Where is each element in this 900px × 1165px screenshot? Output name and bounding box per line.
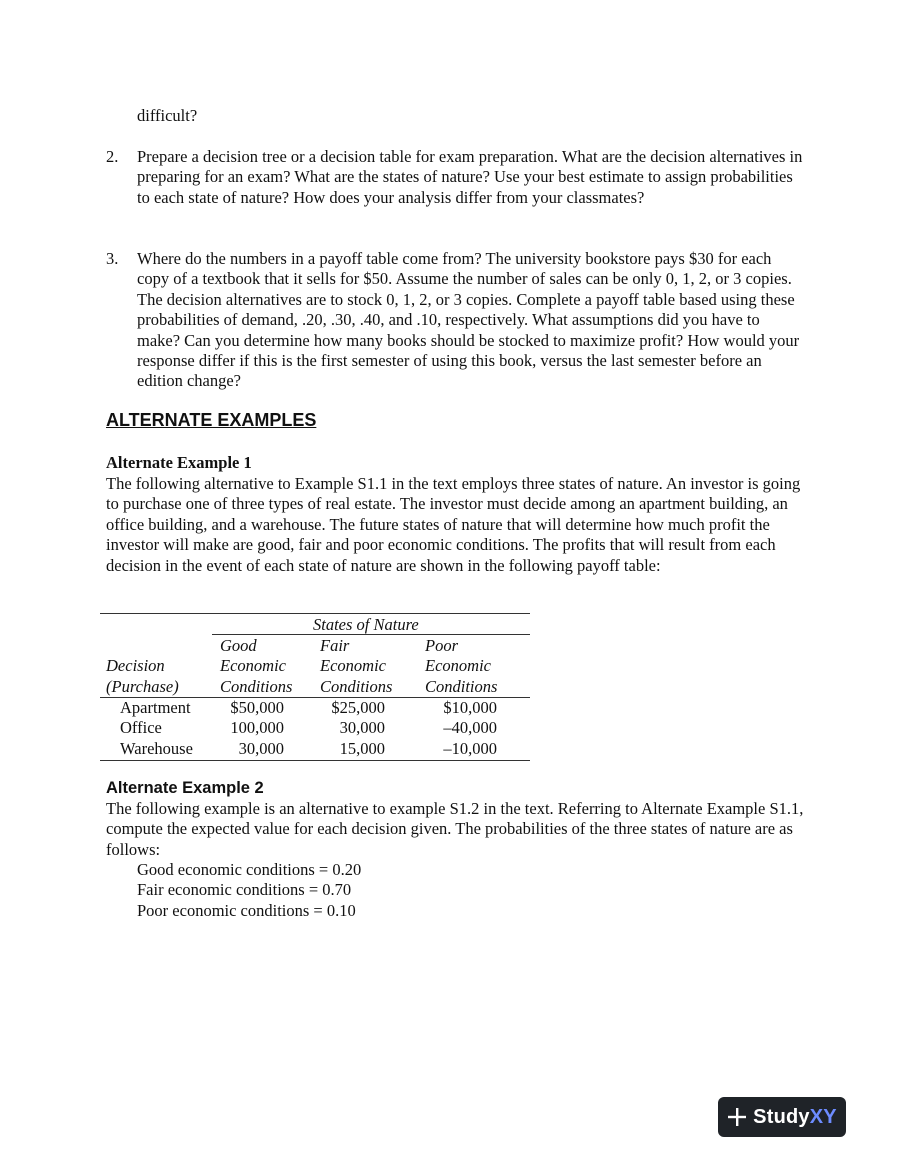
question-text: Where do the numbers in a payoff table come from? The university bookstore pays $30 for each copy of a textbook that it sells for $50. Assume the number of sales can be only 0, 1, 2, or 3 copies. The decision alternatives are to stock 0, 1, 2, or 3 copies. Complete a payoff table based using these probabilities of demand, .20, .30, .40, and .10, respectively. What assumptions did you have to make? Can you determine how many books should be stocked to maximize profit? How would your response differ if this is the first semester of using this book, versus the last semester before an edition change? bbox=[137, 249, 800, 391]
brand-name: Study bbox=[753, 1105, 810, 1128]
text-fragment: difficult? bbox=[137, 106, 198, 125]
example-2-title: Alternate Example 2 bbox=[106, 779, 264, 797]
example-1-title: Alternate Example 1 bbox=[106, 453, 252, 472]
col-header-good-1: Good bbox=[220, 636, 257, 655]
question-number: 3. bbox=[106, 249, 119, 268]
row-header-2: (Purchase) bbox=[106, 677, 179, 696]
col-header-good-2: Economic bbox=[220, 656, 286, 675]
question-3 bbox=[106, 249, 806, 392]
col-header-poor-1: Poor bbox=[425, 636, 458, 655]
brand-accent: XY bbox=[809, 1105, 837, 1128]
col-header-fair-1: Fair bbox=[320, 636, 350, 655]
probability-poor: Poor economic conditions = 0.10 bbox=[137, 901, 356, 920]
col-header-poor-2: Economic bbox=[425, 656, 491, 675]
cell-apartment-poor: $10,000 bbox=[443, 698, 497, 717]
group-header: States of Nature bbox=[313, 615, 419, 634]
col-header-good-3: Conditions bbox=[220, 677, 293, 696]
studyxy-badge[interactable] bbox=[718, 1097, 846, 1137]
cell-apartment-good: $50,000 bbox=[230, 698, 284, 717]
plus-icon bbox=[727, 1107, 747, 1127]
row-header-1: Decision bbox=[106, 656, 165, 675]
cell-office-fair: 30,000 bbox=[339, 718, 385, 737]
table-top-rule bbox=[100, 613, 530, 614]
cell-warehouse-good: 30,000 bbox=[238, 739, 284, 758]
payoff-table bbox=[100, 613, 530, 761]
cell-warehouse-poor: –10,000 bbox=[443, 739, 497, 758]
group-header-rule bbox=[212, 634, 530, 635]
probability-good: Good economic conditions = 0.20 bbox=[137, 860, 362, 879]
col-header-poor-3: Conditions bbox=[425, 677, 498, 696]
row-label-warehouse: Warehouse bbox=[120, 739, 193, 758]
row-label-apartment: Apartment bbox=[120, 698, 191, 717]
col-header-fair-2: Economic bbox=[320, 656, 386, 675]
section-heading: ALTERNATE EXAMPLES bbox=[106, 410, 317, 430]
question-2 bbox=[106, 147, 806, 208]
cell-apartment-fair: $25,000 bbox=[331, 698, 385, 717]
brand-logo-text bbox=[753, 1106, 837, 1129]
cell-warehouse-fair: 15,000 bbox=[339, 739, 385, 758]
probability-fair: Fair economic conditions = 0.70 bbox=[137, 880, 352, 899]
example-2-body: The following example is an alternative to example S1.2 in the text. Referring to Alternate Example S1.1, compute the expected value for each decision given. The probabilities of the three states of nature are as follows: bbox=[106, 799, 804, 859]
row-label-office: Office bbox=[120, 718, 162, 737]
table-bottom-rule bbox=[100, 760, 530, 761]
question-text: Prepare a decision tree or a decision table for exam preparation. What are the decision alternatives in preparing for an exam? What are the states of nature? Use your best estimate to assign probabilities to each state of nature? How does your analysis differ from your classmates? bbox=[137, 147, 803, 207]
example-1-body: The following alternative to Example S1.1 in the text employs three states of nature. An investor is going to purchase one of three types of real estate. The investor must decide among an apartment building, an office building, and a warehouse. The future states of nature that will determine how much profit the investor will make are good, fair and poor economic conditions. The profits that will result from each decision in the event of each state of nature are shown in the following payoff table: bbox=[106, 474, 801, 575]
cell-office-good: 100,000 bbox=[230, 718, 284, 737]
col-header-fair-3: Conditions bbox=[320, 677, 393, 696]
cell-office-poor: –40,000 bbox=[443, 718, 497, 737]
question-number: 2. bbox=[106, 147, 119, 166]
